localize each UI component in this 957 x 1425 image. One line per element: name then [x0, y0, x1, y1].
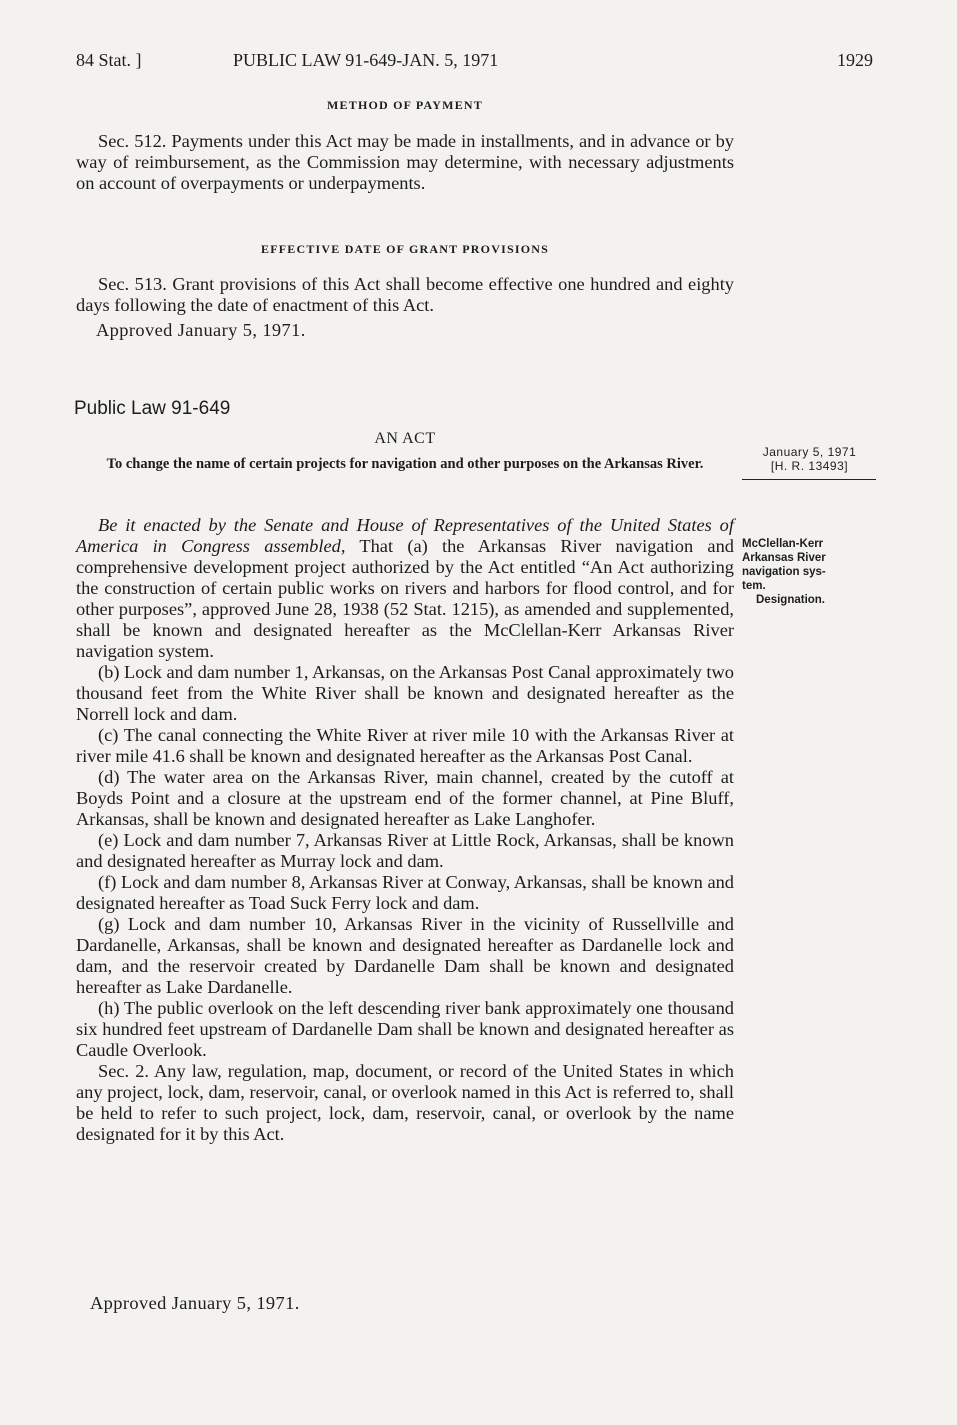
margin-note-line: navigation sys-	[742, 566, 826, 578]
paragraph-c: (c) The canal connecting the White River at river mile 10 with the Arkansas River at river mile 41.6 shall be known and designated hereafter as the Arkansas Post Canal.	[76, 725, 734, 766]
margin-note-line: McClellan-Kerr	[742, 538, 824, 550]
enacting-paragraph	[76, 515, 734, 662]
approved-line: Approved January 5, 1971.	[90, 1293, 300, 1313]
method-of-payment-heading: METHOD OF PAYMENT	[327, 98, 483, 112]
section-513: Sec. 513. Grant provisions of this Act shall become effective one hundred and eighty days following the date of enactment of this Act.	[76, 274, 734, 315]
paragraph-f: (f) Lock and dam number 8, Arkansas River at Conway, Arkansas, shall be known and designated hereafter as Toad Suck Ferry lock and dam.	[76, 872, 734, 913]
act-purpose: To change the name of certain projects for navigation and other purposes on the Arkansas River.	[106, 456, 704, 472]
paragraph-e: (e) Lock and dam number 7, Arkansas River at Little Rock, Arkansas, shall be known and designated hereafter as Murray lock and dam.	[76, 830, 734, 871]
paragraph-d: (d) The water area on the Arkansas River, main channel, created by the cutoff at Boyds Point and a closure at the upstream end of the former channel, at Pine Bluff, Arkansas, shall be known and designated hereafter as Lake Langhofer.	[76, 767, 734, 829]
paragraph-b: (b) Lock and dam number 1, Arkansas, on the Arkansas Post Canal approximately two thousand feet from the White River shall be known and designated hereafter as the Norrell lock and dam.	[76, 662, 734, 724]
margin-date	[742, 445, 877, 473]
approved-line-previous: Approved January 5, 1971.	[96, 320, 306, 340]
margin-note-line: Designation.	[756, 594, 826, 606]
margin-date-line: January 5, 1971	[762, 445, 857, 459]
section-512: Sec. 512. Payments under this Act may be made in installments, and in advance or by way of reimbursement, as the Commission may determine, with necessary adjustments on account of overpayments or underpayments.	[76, 131, 734, 193]
effective-date-heading: EFFECTIVE DATE OF GRANT PROVISIONS	[261, 242, 549, 256]
act-body	[76, 515, 734, 1145]
enacting-clause: Be it enacted by the Senate and House of Representatives of the United States of America in Congress assembled,	[76, 515, 734, 556]
margin-rule	[742, 479, 876, 480]
margin-note-designation	[742, 537, 877, 607]
paragraph-h: (h) The public overlook on the left descending river bank approximately one thousand six hundred feet upstream of Dardanelle Dam shall be known and designated hereafter as Caudle Overlook.	[76, 998, 734, 1060]
page-number: 1929	[837, 50, 873, 70]
margin-bill-number: [H. R. 13493]	[770, 459, 849, 473]
margin-note-line: tem.	[742, 580, 766, 592]
paragraph-g: (g) Lock and dam number 10, Arkansas River in the vicinity of Russellville and Dardanelle, Arkansas, shall be known and designated hereafter as Dardanelle lock and dam, and the reservoir created by Dardanelle Dam shall be known and designated hereafter as Lake Dardanelle.	[76, 914, 734, 997]
margin-note-line: Arkansas River	[742, 552, 826, 564]
section-2: Sec. 2. Any law, regulation, map, document, or record of the United States in which any project, lock, dam, reservoir, canal, or overlook named in this Act is referred to, shall be held to refer to such project, lock, dam, reservoir, canal, or overlook by the name designated for it by this Act.	[76, 1061, 734, 1144]
running-header: PUBLIC LAW 91-649-JAN. 5, 1971	[233, 50, 499, 70]
statute-volume: 84 Stat. ]	[76, 50, 142, 70]
public-law-title: Public Law 91-649	[74, 398, 231, 419]
act-heading: AN ACT	[374, 430, 436, 447]
paragraph-a: That (a) the Arkansas River navigation and comprehensive development project authorized by the Act entitled “An Act authorizing the construction of certain public works on rivers and harbors for flood control, and for other purposes”, approved June 28, 1938 (52 Stat. 1215), as amended and supplemented, shall be known and designated hereafter as the McClellan-Kerr Arkansas River navigation system.	[76, 536, 734, 661]
